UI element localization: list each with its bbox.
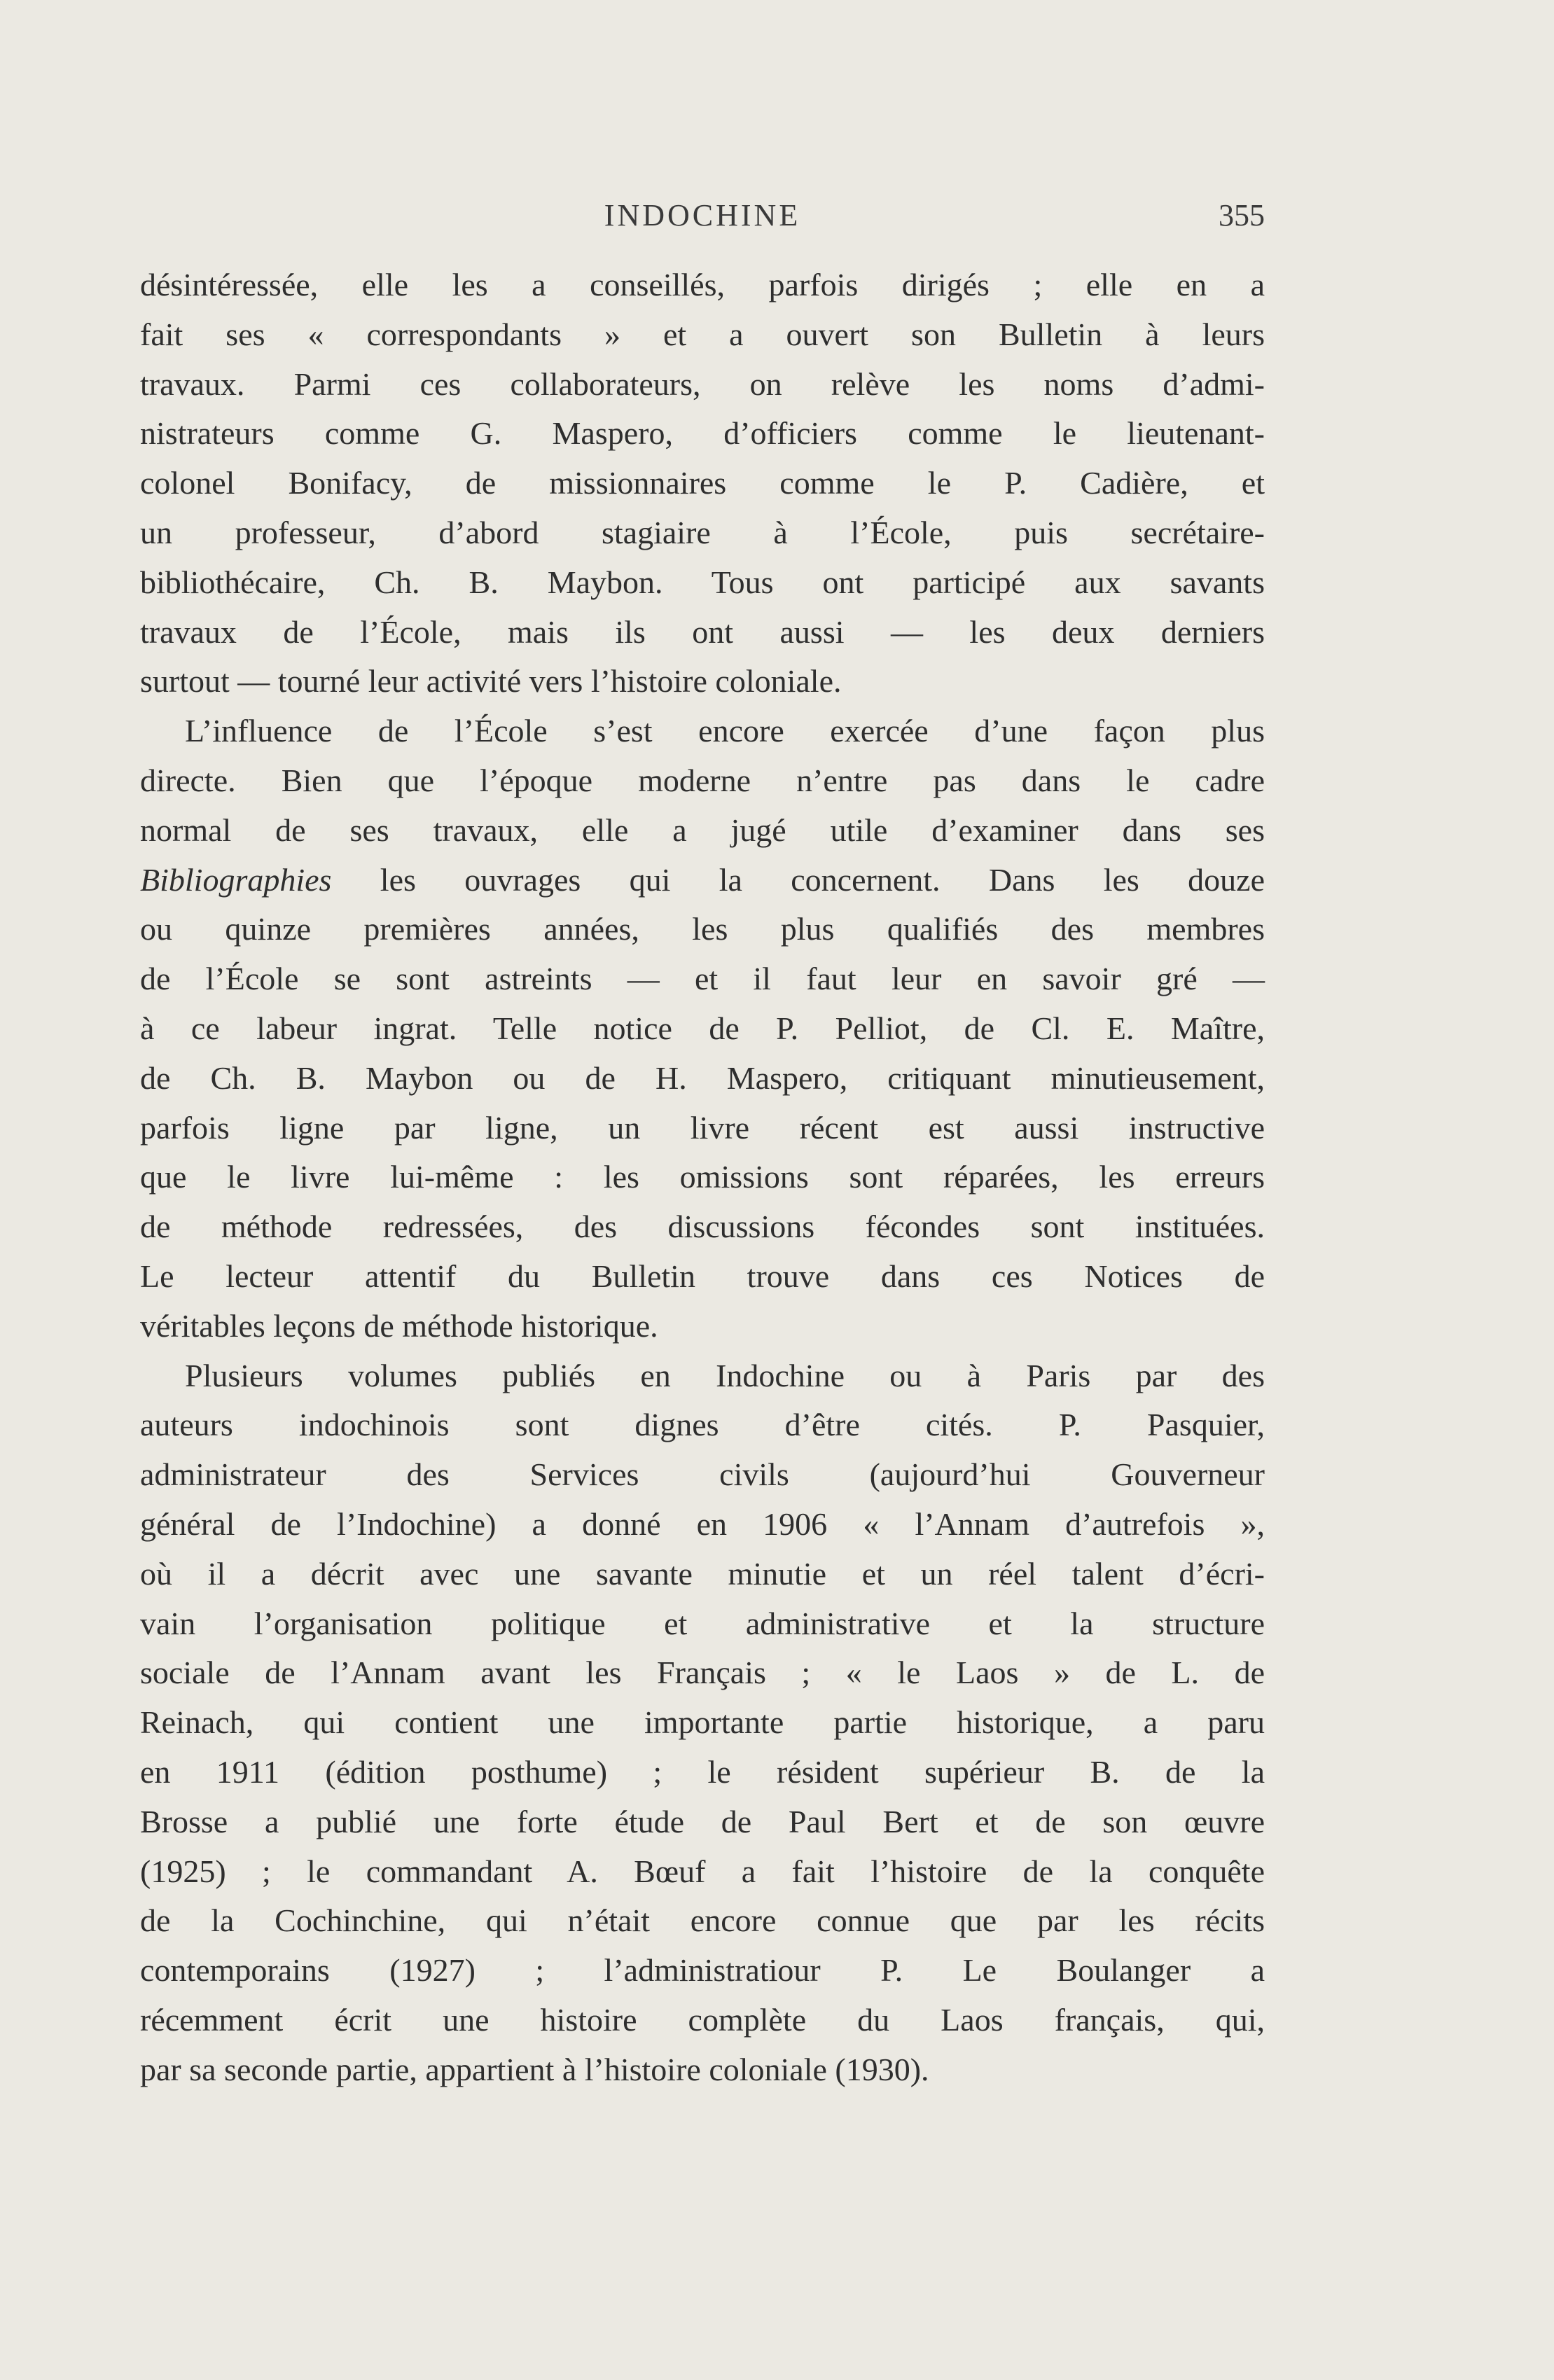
paragraph [140, 1351, 1265, 2095]
text-line: contemporains (1927) ; l’administratiour P. Le Boulanger a [140, 1952, 1265, 1989]
italic-title: Bibliographies [140, 861, 332, 898]
text-line: de l’École se sont astreints — et il faut leur en savoir gré — [140, 961, 1265, 997]
text-fragment: les ouvrages qui la concernent. Dans les douze [331, 861, 1265, 898]
page-number: 355 [1219, 198, 1265, 232]
text-line: travaux de l’École, mais ils ont aussi — les deux derniers [140, 613, 1265, 650]
text-line: parfois ligne par ligne, un livre récent est aussi instructive [140, 1109, 1265, 1146]
text-line: en 1911 (édition posthume) ; le résident supérieur B. de la [140, 1753, 1265, 1790]
text-line: général de l’Indochine) a donné en 1906 « l’Annam d’autrefois », [140, 1505, 1265, 1542]
text-line: (1925) ; le commandant A. Bœuf a fait l’histoire de la conquête [140, 1853, 1265, 1889]
text-line: L’influence de l’École s’est encore exercée d’une façon plus [185, 713, 1265, 749]
text-line: colonel Bonifacy, de missionnaires comme le P. Cadière, et [140, 465, 1265, 501]
text-line: de la Cochinchine, qui n’était encore connue que par les récits [140, 1902, 1265, 1939]
text-line: où il a décrit avec une savante minutie et un réel talent d’écri- [140, 1555, 1265, 1592]
text-line: nistrateurs comme G. Maspero, d’officiers comme le lieutenant- [140, 415, 1265, 452]
text-line: Reinach, qui contient une importante partie historique, a paru [140, 1704, 1265, 1741]
text-line: un professeur, d’abord stagiaire à l’École, puis secrétaire- [140, 514, 1265, 550]
text-line: bibliothécaire, Ch. B. Maybon. Tous ont participé aux savants [140, 564, 1265, 600]
text-line: récemment écrit une histoire complète du Laos français, qui, [140, 2001, 1265, 2038]
paragraph [140, 260, 1265, 707]
text-line: que le livre lui-même : les omissions sont réparées, les erreurs [140, 1159, 1265, 1195]
text-line-with-italic [140, 856, 1265, 905]
text-line: surtout — tourné leur activité vers l’histoire coloniale. [140, 663, 842, 700]
text-line: ou quinze premières années, les plus qualifiés des membres [140, 911, 1265, 947]
text-line: à ce labeur ingrat. Telle notice de P. Pelliot, de Cl. E. Maître, [140, 1010, 1265, 1046]
text-line: administrateur des Services civils (aujourd’hui Gouverneur [140, 1456, 1265, 1493]
body-text [140, 260, 1265, 2094]
text-line: véritables leçons de méthode historique. [140, 1307, 658, 1344]
text-line: fait ses « correspondants » et a ouvert son Bulletin à leurs [140, 316, 1265, 352]
text-line: auteurs indochinois sont dignes d’être cités. P. Pasquier, [140, 1407, 1265, 1443]
text-line: Plusieurs volumes publiés en Indochine ou à Paris par des [185, 1357, 1265, 1393]
text-line: travaux. Parmi ces collaborateurs, on relève les noms d’admi- [140, 366, 1265, 402]
page-title: INDOCHINE [604, 198, 801, 232]
text-line: par sa seconde partie, appartient à l’histoire coloniale (1930). [140, 2051, 929, 2087]
text-line: de méthode redressées, des discussions fécondes sont instituées. [140, 1209, 1265, 1245]
text-line: de Ch. B. Maybon ou de H. Maspero, critiquant minutieusement, [140, 1059, 1265, 1096]
text-line: directe. Bien que l’époque moderne n’entre pas dans le cadre [140, 762, 1265, 798]
running-header [140, 197, 1265, 239]
text-line: Brosse a publié une forte étude de Paul Bert et de son œuvre [140, 1803, 1265, 1839]
text-line: sociale de l’Annam avant les Français ; « le Laos » de L. de [140, 1655, 1265, 1691]
text-line: normal de ses travaux, elle a jugé utile d’examiner dans ses [140, 812, 1265, 848]
text-line: vain l’organisation politique et administrative et la structure [140, 1605, 1265, 1641]
text-line: désintéressée, elle les a conseillés, parfois dirigés ; elle en a [140, 267, 1265, 302]
text-line: Le lecteur attentif du Bulletin trouve dans ces Notices de [140, 1258, 1265, 1294]
paragraph [140, 707, 1265, 1351]
